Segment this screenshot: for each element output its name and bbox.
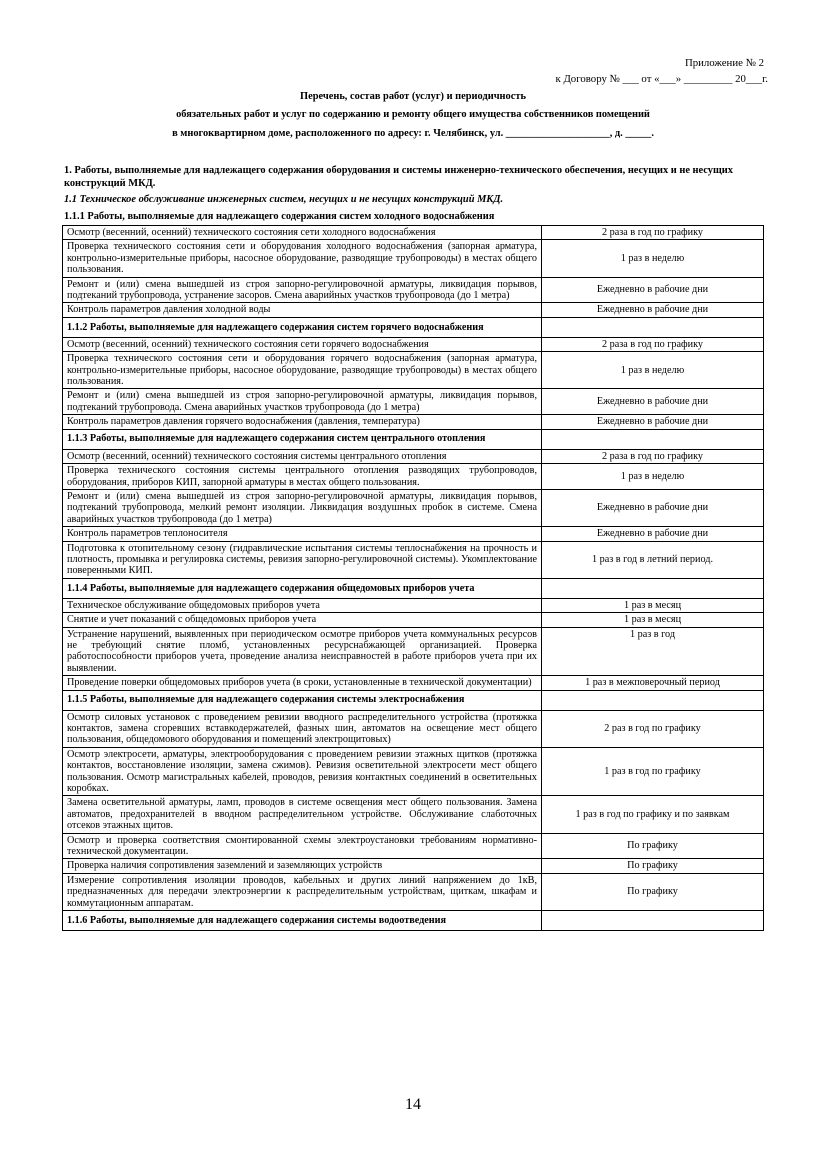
work-frequency: 2 раза в год по графику: [542, 337, 764, 351]
empty-cell: [542, 429, 764, 449]
work-frequency: Ежедневно в рабочие дни: [542, 527, 764, 541]
work-frequency: 2 раза в год по графику: [542, 449, 764, 463]
table-row: [63, 449, 764, 463]
work-description: Ремонт и (или) смена вышедшей из строя запорно-регулировочной арматуры, ликвидация порывов, подтеканий трубопровода, устранение засоров. Смена аварийных участков трубопровода (до 1 метра): [63, 277, 542, 303]
work-description: Устранение нарушений, выявленных при периодическом осмотре приборов учета коммунальных ресурсов не требующий снятие пломб, установленных ресурснабжающей организацией. Проверка работоспособности приборов учета, проведение анализа неисправностей в работе приборов учета при их выявлении.: [63, 627, 542, 676]
work-frequency: 1 раз в месяц: [542, 613, 764, 627]
work-frequency: 1 раз в месяц: [542, 598, 764, 612]
work-frequency: По графику: [542, 833, 764, 859]
table-row: [63, 415, 764, 429]
work-description: Проверка технического состояния системы центрального отопления разводящих трубопроводов, оборудования, приборов КИП, запорной арматуры в местах общего пользования.: [63, 464, 542, 490]
group-heading-row: [63, 690, 764, 710]
table-row: [63, 541, 764, 578]
work-frequency: 1 раз в год в летний период.: [542, 541, 764, 578]
work-description: Осмотр и проверка соответствия смонтированной схемы электроустановки требованиям нормативно-технической документации.: [63, 833, 542, 859]
table-row: [63, 859, 764, 873]
work-description: Осмотр силовых установок с проведением ревизии вводного распределительного устройства (протяжка контактов, замена сгоревших вставкодержателей, фазных шин, автоматов на освещение мест общего пользования, общедомового оборудования и помещений электрощитовых): [63, 710, 542, 747]
subsection-heading: 1.1 Техническое обслуживание инженерных систем, несущих и не несущих конструкций МКД.: [64, 194, 504, 205]
work-frequency: 2 раза в год по графику: [542, 226, 764, 240]
work-description: Ремонт и (или) смена вышедшей из строя запорно-регулировочной арматуры, ликвидация порывов, подтеканий трубопровода. Смена аварийных участков трубопровода (до 1 метра): [63, 389, 542, 415]
table-row: [63, 833, 764, 859]
empty-cell: [542, 911, 764, 931]
appendix-label: Приложение № 2: [684, 57, 764, 69]
table-row: [63, 710, 764, 747]
title-line-1: Перечень, состав работ (услуг) и периодичность: [300, 91, 526, 102]
work-frequency: Ежедневно в рабочие дни: [542, 277, 764, 303]
work-frequency: Ежедневно в рабочие дни: [542, 389, 764, 415]
work-description: Контроль параметров давления горячего водоснабжения (давления, температура): [63, 415, 542, 429]
page-number: 14: [405, 1096, 421, 1113]
group-heading-row: [63, 317, 764, 337]
group-heading-cold-water: 1.1.1 Работы, выполняемые для надлежащего содержания систем холодного водоснабжения: [64, 211, 495, 222]
title-line-2: обязательных работ и услуг по содержанию и ремонту общего имущества собственников помещений: [176, 109, 650, 120]
group-heading: 1.1.5 Работы, выполняемые для надлежащего содержания системы электроснабжения: [63, 690, 542, 710]
work-description: Проверка наличия сопротивления заземлений и заземляющих устройств: [63, 859, 542, 873]
work-frequency: 1 раз в неделю: [542, 464, 764, 490]
work-frequency: 1 раз в неделю: [542, 240, 764, 277]
group-heading: 1.1.4 Работы, выполняемые для надлежащего содержания общедомовых приборов учета: [63, 578, 542, 598]
table-row: [63, 226, 764, 240]
work-description: Ремонт и (или) смена вышедшей из строя запорно-регулировочной арматуры, ликвидация порывов, подтеканий трубопровода, мелкий ремонт изоляции. Ликвидация воздушных пробок в системе. Смена аварийных участков трубопровода (до 1 метра): [63, 489, 542, 526]
work-frequency: По графику: [542, 859, 764, 873]
empty-cell: [542, 317, 764, 337]
table-row: [63, 796, 764, 833]
table-row: [63, 627, 764, 676]
contract-reference: к Договору № ___ от «___» _________ 20___г.: [555, 73, 768, 85]
work-description: Осмотр электросети, арматуры, электрооборудования с проведением ревизии этажных щитков (протяжка контактов, восстановление изоляции, замена сжимов). Ревизия осветительной электросети мест общего пользования. Осмотр магистральных кабелей, проводов, ревизия контактных соединений в осветительных коробках.: [63, 747, 542, 796]
work-description: Техническое обслуживание общедомовых приборов учета: [63, 598, 542, 612]
empty-cell: [542, 690, 764, 710]
table-row: [63, 747, 764, 796]
work-frequency: 1 раз в год по графику и по заявкам: [542, 796, 764, 833]
table-row: [63, 873, 764, 910]
work-frequency: Ежедневно в рабочие дни: [542, 303, 764, 317]
empty-cell: [542, 578, 764, 598]
work-description: Проверка технического состояния сети и оборудования горячего водоснабжения (запорная арматура, контрольно-измерительные приборы, насосное оборудование, разводящие трубопроводы) в местах общего пользования.: [63, 352, 542, 389]
section-heading: 1. Работы, выполняемые для надлежащего содержания оборудования и системы инженерно-технического обеспечения, несущих и не несущих конструкций МКД.: [64, 165, 733, 189]
table-row: [63, 389, 764, 415]
table-row: [63, 489, 764, 526]
group-heading-row: [63, 578, 764, 598]
table-row: [63, 464, 764, 490]
table-row: [63, 613, 764, 627]
work-description: Замена осветительной арматуры, ламп, проводов в системе освещения мест общего пользования. Замена автоматов, предохранителей в вводном распределительном устройстве. Обслуживание слаботочных отсеков этажных щитов.: [63, 796, 542, 833]
work-frequency: 2 раз в год по графику: [542, 710, 764, 747]
work-description: Осмотр (весенний, осенний) технического состояния сети холодного водоснабжения: [63, 226, 542, 240]
work-frequency: Ежедневно в рабочие дни: [542, 489, 764, 526]
work-description: Снятие и учет показаний с общедомовых приборов учета: [63, 613, 542, 627]
table-row: [63, 277, 764, 303]
work-description: Контроль параметров давления холодной воды: [63, 303, 542, 317]
work-description: Осмотр (весенний, осенний) технического состояния системы центрального отопления: [63, 449, 542, 463]
group-heading: 1.1.2 Работы, выполняемые для надлежащего содержания систем горячего водоснабжения: [63, 317, 542, 337]
work-description: Контроль параметров теплоносителя: [63, 527, 542, 541]
work-description: Проверка технического состояния сети и оборудования холодного водоснабжения (запорная арматура, контрольно-измерительные приборы, насосное оборудование, разводящие трубопроводы) в местах общего пользования.: [63, 240, 542, 277]
work-description: Проведение поверки общедомовых приборов учета (в сроки, установленные в технической документации): [63, 676, 542, 690]
table-row: [63, 303, 764, 317]
work-description: Осмотр (весенний, осенний) технического состояния сети горячего водоснабжения: [63, 337, 542, 351]
work-frequency: 1 раз в год по графику: [542, 747, 764, 796]
group-heading-row: [63, 911, 764, 931]
table-row: [63, 676, 764, 690]
table-row: [63, 337, 764, 351]
group-heading-row: [63, 429, 764, 449]
table-row: [63, 352, 764, 389]
table-row: [63, 598, 764, 612]
work-frequency: 1 раз в год: [542, 627, 764, 676]
title-line-3: в многоквартирном доме, расположенного по адресу: г. Челябинск, ул. ____________________, д. _____.: [172, 128, 654, 139]
work-description: Подготовка к отопительному сезону (гидравлические испытания системы теплоснабжения на прочность и плотность, промывка и регулировка системы, ревизия запорно-регулировочной системы). Укомплектование поверенными КИП.: [63, 541, 542, 578]
work-frequency: По графику: [542, 873, 764, 910]
table-row: [63, 527, 764, 541]
work-frequency: 1 раз в неделю: [542, 352, 764, 389]
group-heading: 1.1.6 Работы, выполняемые для надлежащего содержания системы водоотведения: [63, 911, 542, 931]
table-row: [63, 240, 764, 277]
works-table: [62, 225, 764, 931]
work-frequency: 1 раз в межповерочный период: [542, 676, 764, 690]
work-frequency: Ежедневно в рабочие дни: [542, 415, 764, 429]
work-description: Измерение сопротивления изоляции проводов, кабельных и других линий напряжением до 1кВ, предназначенных для передачи электроэнергии к распределительным устройствам, щиткам, шкафам и коммутационным аппаратам.: [63, 873, 542, 910]
group-heading: 1.1.3 Работы, выполняемые для надлежащего содержания систем центрального отопления: [63, 429, 542, 449]
